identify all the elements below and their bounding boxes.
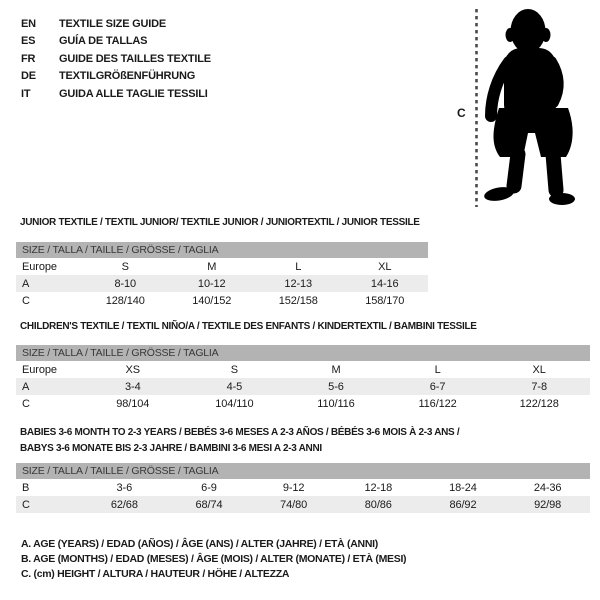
size-cell: 9-12 [282, 481, 305, 494]
lang-code: EN [21, 17, 36, 30]
size-cell: 110/116 [317, 397, 355, 410]
size-cell: 24-36 [533, 481, 562, 494]
size-cell: 152/158 [278, 294, 318, 307]
guide-title: GUIDA ALLE TAGLIE TESSILI [59, 87, 208, 100]
size-cell: M [207, 260, 217, 273]
size-cell: 14-16 [370, 277, 399, 290]
size-cell: M [331, 363, 341, 376]
row-label: C [22, 498, 30, 511]
lang-code: FR [21, 52, 36, 65]
size-cell: L [295, 260, 302, 273]
table-junior [16, 217, 428, 309]
size-cell: 18-24 [449, 481, 477, 494]
size-cell: 86/92 [449, 498, 477, 511]
size-cell: 140/152 [192, 294, 232, 307]
table-babies [16, 425, 590, 513]
lang-row-de [21, 68, 211, 86]
size-cell: 12-18 [364, 481, 393, 494]
size-cell: 92/98 [534, 498, 562, 511]
row-label: A [22, 380, 30, 393]
row-label: A [22, 277, 30, 290]
table-row [16, 258, 428, 275]
size-cell: 98/104 [116, 397, 150, 410]
row-label: C [22, 294, 30, 307]
height-measure-label: C [457, 106, 466, 120]
size-cell: 5-6 [328, 380, 344, 393]
size-cell: 104/110 [215, 397, 254, 410]
size-cell: S [121, 260, 129, 273]
table-row [16, 496, 590, 513]
table-children-title: CHILDREN'S TEXTILE / TEXTIL NIÑO/A / TEXTILE DES ENFANTS / KINDERTEXTIL / BAMBINI TESSILE [20, 321, 477, 332]
size-cell: 74/80 [280, 498, 308, 511]
size-cell: 68/74 [195, 498, 223, 511]
size-cell: 6-7 [429, 380, 446, 393]
size-cell: 3-6 [116, 481, 133, 494]
size-cell: 80/86 [364, 498, 392, 511]
size-cell: 122/128 [519, 397, 559, 410]
language-header [21, 15, 211, 103]
guide-title: GUÍA DE TALLAS [59, 35, 148, 48]
table-children [16, 321, 590, 412]
guide-title: GUIDE DES TAILLES TEXTILE [59, 52, 211, 65]
table-babies-title-line2: BABYS 3-6 MONATE BIS 2-3 JAHRE / BAMBINI 3-6 MESI A 2-3 ANNI [20, 443, 322, 454]
size-cell: 10-12 [197, 277, 226, 290]
legend-line-a: A. AGE (YEARS) / EDAD (AÑOS) / ÂGE (ANS) / ALTER (JAHRE) / ETÀ (ANNI) [21, 538, 378, 550]
size-cell: 158/170 [365, 294, 405, 307]
lang-row-en [21, 15, 211, 33]
legend-line-c: C. (cm) HEIGHT / ALTURA / HAUTEUR / HÖHE / ALTEZZA [21, 568, 290, 580]
lang-row-it [21, 85, 211, 103]
size-cell: 3-4 [124, 380, 141, 393]
table-row [16, 275, 428, 292]
row-label: Europe [22, 260, 57, 273]
table-babies-title-line1: BABIES 3-6 MONTH TO 2-3 YEARS / BEBÉS 3-6 MESES A 2-3 AÑOS / BÉBÉS 3-6 MOIS À 2-3 ANS / [20, 427, 460, 438]
size-cell: 8-10 [114, 277, 137, 290]
measurement-legend [21, 537, 406, 582]
row-label: C [22, 397, 30, 410]
baby-silhouette-icon [455, 4, 595, 212]
table-row [16, 361, 590, 378]
guide-title: TEXTILGRÖßENFÜHRUNG [59, 70, 196, 83]
table-junior-title: JUNIOR TEXTILE / TEXTIL JUNIOR/ TEXTILE JUNIOR / JUNIORTEXTIL / JUNIOR TESSILE [20, 217, 420, 228]
lang-code: ES [21, 35, 36, 48]
size-band-header: SIZE / TALLA / TAILLE / GRÖSSE / TAGLIA [16, 345, 590, 361]
lang-code: IT [21, 87, 31, 100]
size-cell: 116/122 [418, 397, 457, 410]
lang-row-fr [21, 50, 211, 68]
lang-code: DE [21, 70, 36, 83]
size-cell: XS [125, 363, 141, 376]
row-label: B [22, 481, 30, 494]
table-row [16, 292, 428, 309]
size-cell: XL [378, 260, 392, 273]
size-cell: 7-8 [531, 380, 547, 393]
size-cell: 12-13 [284, 277, 313, 290]
table-row [16, 395, 590, 412]
table-row [16, 378, 590, 395]
size-cell: 128/140 [105, 294, 145, 307]
size-cell: XL [532, 363, 546, 376]
size-cell: 62/68 [110, 498, 138, 511]
size-cell: 6-9 [201, 481, 217, 494]
table-row [16, 479, 590, 496]
size-band-header: SIZE / TALLA / TAILLE / GRÖSSE / TAGLIA [16, 463, 590, 479]
size-cell: 4-5 [226, 380, 243, 393]
size-band-header: SIZE / TALLA / TAILLE / GRÖSSE / TAGLIA [16, 242, 428, 258]
legend-line-b: B. AGE (MONTHS) / EDAD (MESES) / ÂGE (MOIS) / ALTER (MONATE) / ETÀ (MESI) [21, 553, 407, 565]
size-cell: L [434, 363, 441, 376]
row-label: Europe [22, 363, 57, 376]
size-cell: S [230, 363, 239, 376]
guide-title: TEXTILE SIZE GUIDE [59, 17, 167, 30]
lang-row-es [21, 33, 211, 51]
